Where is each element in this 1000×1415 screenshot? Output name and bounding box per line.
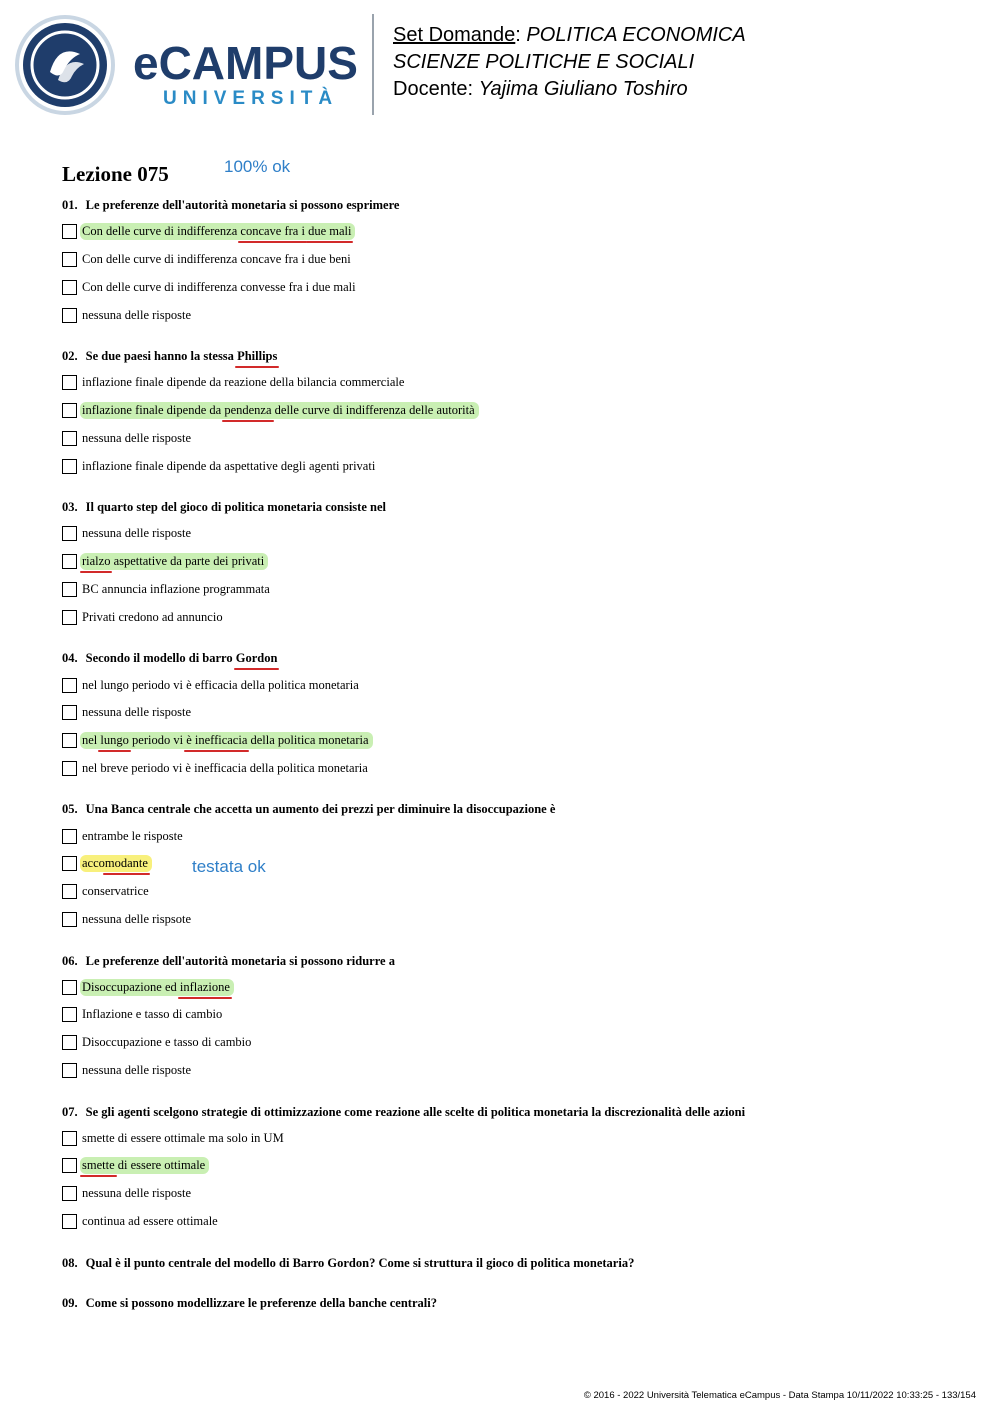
footer-copyright: © 2016 - 2022 Università Telematica eCampus - Data Stampa 10/11/2022 10:33:25 - 133/154 xyxy=(583,1390,976,1401)
answer-text-part: periodo vi xyxy=(128,732,187,747)
answer-text-part: continua ad essere ottimale xyxy=(82,1213,218,1228)
answer-option[interactable] xyxy=(62,1184,195,1202)
answer-text-part: inflazione finale dipende da aspettative degli agenti privati xyxy=(82,458,376,473)
faculty-name: SCIENZE POLITICHE E SOCIALI xyxy=(393,51,695,73)
answer-option[interactable] xyxy=(62,401,479,419)
question-text: Una Banca centrale che accetta un aumento dei prezzi per diminuire la disoccupazione è xyxy=(85,802,556,816)
header-set-line xyxy=(393,23,746,47)
answer-underlined-text: smette xyxy=(82,1157,115,1172)
answer-text-part: aspettative da parte dei privati xyxy=(110,553,265,568)
answer-checkbox[interactable] xyxy=(62,610,77,625)
lesson-title: Lezione 075 xyxy=(62,162,169,186)
answer-option[interactable] xyxy=(62,278,360,296)
question-9 xyxy=(62,1296,437,1311)
answer-option[interactable] xyxy=(62,910,195,928)
answer-option[interactable] xyxy=(62,676,363,694)
answer-text xyxy=(80,1062,195,1079)
answer-checkbox[interactable] xyxy=(62,224,77,239)
question-number: 02. xyxy=(62,349,78,363)
answer-checkbox[interactable] xyxy=(62,980,77,995)
answer-text xyxy=(80,911,195,928)
answer-checkbox[interactable] xyxy=(62,829,77,844)
answer-text xyxy=(80,251,355,268)
answer-option[interactable] xyxy=(62,250,355,268)
answer-checkbox[interactable] xyxy=(62,912,77,927)
answer-text-part: delle curve di indifferenza delle autorità xyxy=(271,402,475,417)
answer-text-part: nessuna delle risposte xyxy=(82,1062,192,1077)
course-name: POLITICA ECONOMICA xyxy=(526,24,746,46)
answer-text-part: acco xyxy=(82,855,105,870)
answer-checkbox[interactable] xyxy=(62,1158,77,1173)
answer-text-part: Con delle curve di indifferenza concave fra i due beni xyxy=(82,251,351,266)
answer-text xyxy=(80,732,373,749)
answer-checkbox[interactable] xyxy=(62,856,77,871)
question-number: 08. xyxy=(62,1256,78,1270)
question-8 xyxy=(62,1256,634,1271)
question-text: Come si possono modellizzare le preferenze della banche centrali? xyxy=(85,1296,437,1310)
answer-option[interactable] xyxy=(62,854,152,872)
answer-option[interactable] xyxy=(62,524,195,542)
answer-option[interactable] xyxy=(62,306,195,324)
answer-option[interactable] xyxy=(62,608,227,626)
answer-checkbox[interactable] xyxy=(62,761,77,776)
answer-checkbox[interactable] xyxy=(62,526,77,541)
answer-checkbox[interactable] xyxy=(62,733,77,748)
answer-text-part: nessuna delle risposte xyxy=(82,525,192,540)
question-text: Se due paesi hanno la stessa xyxy=(85,349,238,363)
answer-text xyxy=(80,1157,209,1174)
answer-text-part: Con delle curve di indifferenza convesse fra i due mali xyxy=(82,279,356,294)
answer-checkbox[interactable] xyxy=(62,403,77,418)
answer-text-part: Con delle curve di indifferenza xyxy=(82,223,241,238)
answer-text xyxy=(80,1185,195,1202)
answer-text xyxy=(80,609,227,626)
question-6 xyxy=(62,954,395,969)
brand-subtitle: UNIVERSITÀ xyxy=(163,88,339,109)
answer-text-part: smette di essere ottimale ma solo in UM xyxy=(82,1130,284,1145)
answer-text-part: inflazione finale dipende da reazione della bilancia commerciale xyxy=(82,374,405,389)
question-underlined-text: Gordon xyxy=(235,651,278,665)
answer-text xyxy=(80,828,187,845)
question-text: Le preferenze dell'autorità monetaria si possono esprimere xyxy=(85,198,400,212)
answer-checkbox[interactable] xyxy=(62,280,77,295)
question-number: 04. xyxy=(62,651,78,665)
answer-option[interactable] xyxy=(62,457,379,475)
answer-option[interactable] xyxy=(62,1033,255,1051)
answer-text xyxy=(80,553,268,570)
answer-text-part: nel breve periodo vi è inefficacia della politica monetaria xyxy=(82,760,368,775)
question-number: 01. xyxy=(62,198,78,212)
answer-checkbox[interactable] xyxy=(62,308,77,323)
answer-text xyxy=(80,307,195,324)
answer-checkbox[interactable] xyxy=(62,1214,77,1229)
answer-option[interactable] xyxy=(62,882,153,900)
answer-text-part: Disoccupazione e tasso di cambio xyxy=(82,1034,252,1049)
question-underlined-text: Phillips xyxy=(237,349,278,363)
answer-checkbox[interactable] xyxy=(62,459,77,474)
answer-underlined-text: pendenza xyxy=(224,402,272,417)
answer-text-part: Privati credono ad annuncio xyxy=(82,609,223,624)
answer-text xyxy=(80,677,363,694)
question-number: 03. xyxy=(62,500,78,514)
teacher-label: Docente: xyxy=(393,78,474,100)
question-number: 05. xyxy=(62,802,78,816)
answer-option[interactable] xyxy=(62,731,373,749)
ecampus-logo-emblem xyxy=(14,14,116,116)
answer-text xyxy=(80,1034,255,1051)
answer-option[interactable] xyxy=(62,1212,222,1230)
teacher-name: Yajima Giuliano Toshiro xyxy=(478,78,688,100)
answer-text xyxy=(80,525,195,542)
header-divider xyxy=(372,14,374,115)
answer-underlined-text: rialzo xyxy=(82,553,111,568)
answer-underlined-text: concave fra i xyxy=(240,223,305,238)
answer-option[interactable] xyxy=(62,978,234,996)
answer-underlined-text: inflazione xyxy=(179,979,230,994)
question-4 xyxy=(62,651,277,666)
answer-option[interactable] xyxy=(62,222,355,240)
answer-checkbox[interactable] xyxy=(62,1186,77,1201)
answer-underlined-text: è inefficacia xyxy=(186,732,248,747)
set-label: Set Domande xyxy=(393,24,516,46)
lesson-note: 100% ok xyxy=(224,157,291,176)
answer-option[interactable] xyxy=(62,703,195,721)
answer-underlined-text: modante xyxy=(104,855,148,870)
answer-text xyxy=(80,581,274,598)
question-text: Secondo il modello di barro xyxy=(85,651,236,665)
answer-text-part: nessuna delle risposte xyxy=(82,430,192,445)
answer-text xyxy=(80,704,195,721)
answer-checkbox[interactable] xyxy=(62,582,77,597)
answer-option[interactable] xyxy=(62,1005,226,1023)
answer-text xyxy=(80,883,153,900)
answer-text xyxy=(80,1213,222,1230)
header-faculty-line xyxy=(393,50,694,74)
question-1 xyxy=(62,198,399,213)
answer-text-part: conservatrice xyxy=(82,883,149,898)
answer-text xyxy=(80,1130,288,1147)
brand-name: eCAMPUS xyxy=(133,37,358,89)
question-5-note: testata ok xyxy=(192,857,266,876)
answer-option[interactable] xyxy=(62,373,408,391)
question-5 xyxy=(62,802,555,817)
answer-checkbox[interactable] xyxy=(62,375,77,390)
question-3 xyxy=(62,500,386,515)
answer-checkbox[interactable] xyxy=(62,1007,77,1022)
answer-text xyxy=(80,374,408,391)
answer-text xyxy=(80,402,479,419)
set-separator: : xyxy=(515,24,521,46)
answer-checkbox[interactable] xyxy=(62,252,77,267)
answer-text xyxy=(80,430,195,447)
answer-text xyxy=(80,760,372,777)
answer-text-part: di essere ottimale xyxy=(114,1157,206,1172)
answer-option[interactable] xyxy=(62,552,268,570)
answer-option[interactable] xyxy=(62,759,372,777)
answer-text-part: Disoccupazione ed xyxy=(82,979,180,994)
answer-option[interactable] xyxy=(62,580,274,598)
answer-text-part: nel xyxy=(82,732,101,747)
answer-text-part: inflazione finale dipende da xyxy=(82,402,225,417)
answer-checkbox[interactable] xyxy=(62,554,77,569)
answer-option[interactable] xyxy=(62,1061,195,1079)
answer-checkbox[interactable] xyxy=(62,1063,77,1078)
answer-checkbox[interactable] xyxy=(62,431,77,446)
answer-text-part: nessuna delle risposte xyxy=(82,704,192,719)
answer-checkbox[interactable] xyxy=(62,1131,77,1146)
answer-underlined-text: due mali xyxy=(308,223,352,238)
answer-option[interactable] xyxy=(62,827,187,845)
answer-underlined-text: lungo xyxy=(100,732,129,747)
question-7 xyxy=(62,1105,745,1120)
question-text: Se gli agenti scelgono strategie di ottimizzazione come reazione alle scelte di politica monetaria la discrezionalità delle azioni xyxy=(85,1105,746,1119)
answer-text-part: della politica monetaria xyxy=(247,732,369,747)
answer-checkbox[interactable] xyxy=(62,1035,77,1050)
question-text: Le preferenze dell'autorità monetaria si possono ridurre a xyxy=(85,954,395,968)
question-number: 09. xyxy=(62,1296,78,1310)
brand-wordmark xyxy=(133,37,358,110)
answer-text xyxy=(80,1006,226,1023)
question-text: Il quarto step del gioco di politica monetaria consiste nel xyxy=(85,500,386,514)
question-text: Qual è il punto centrale del modello di Barro Gordon? Come si struttura il gioco di politica monetaria? xyxy=(85,1256,635,1270)
answer-text-part: nessuna delle rispsote xyxy=(82,911,192,926)
answer-text-part: nel lungo periodo vi è efficacia della politica monetaria xyxy=(82,677,359,692)
answer-text xyxy=(80,458,379,475)
answer-option[interactable] xyxy=(62,1129,288,1147)
answer-checkbox[interactable] xyxy=(62,705,77,720)
header-teacher-line xyxy=(393,77,688,101)
answer-text xyxy=(80,855,152,872)
answer-text xyxy=(80,279,360,296)
answer-text xyxy=(80,223,355,240)
answer-text-part: nessuna delle risposte xyxy=(82,307,192,322)
answer-text-part: Inflazione e tasso di cambio xyxy=(82,1006,223,1021)
answer-option[interactable] xyxy=(62,429,195,447)
answer-text xyxy=(80,979,234,996)
question-2 xyxy=(62,349,277,364)
answer-checkbox[interactable] xyxy=(62,884,77,899)
answer-text-part: nessuna delle risposte xyxy=(82,1185,192,1200)
question-number: 07. xyxy=(62,1105,78,1119)
answer-text-part: entrambe le risposte xyxy=(82,828,183,843)
answer-text-part: BC annuncia inflazione programmata xyxy=(82,581,270,596)
answer-checkbox[interactable] xyxy=(62,678,77,693)
answer-option[interactable] xyxy=(62,1156,209,1174)
question-number: 06. xyxy=(62,954,78,968)
